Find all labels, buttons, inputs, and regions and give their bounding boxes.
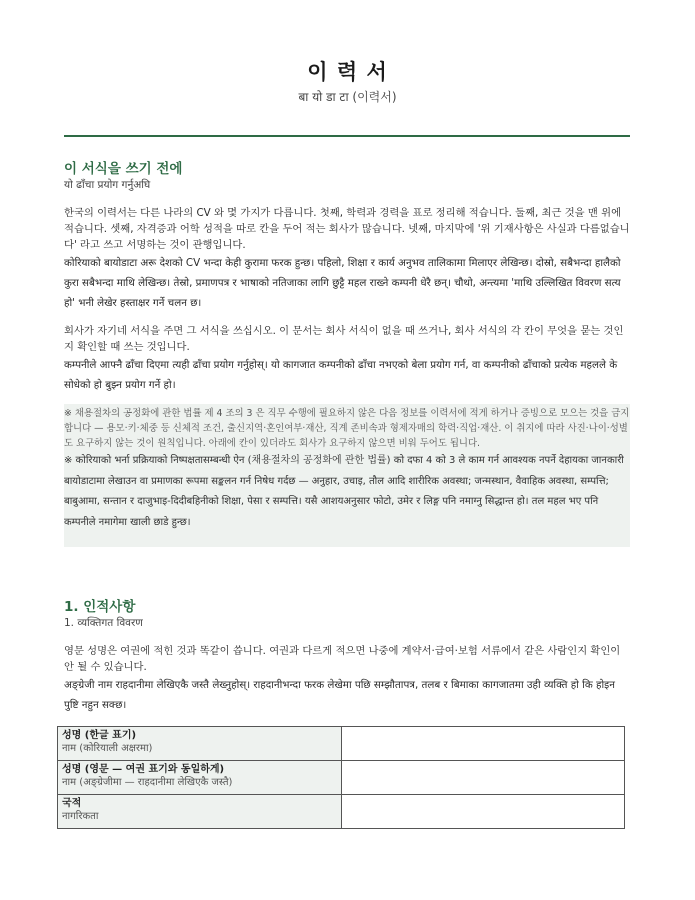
page-subtitle: बा यो डा टा (이력서)	[298, 90, 397, 104]
nationality-label-ne: नागरिकता	[62, 811, 99, 822]
table-row	[58, 795, 625, 829]
name-korean-label	[58, 727, 342, 761]
name-english-label-ne: नाम (अङ्ग्रेजीमा — राहदानीमा लेखिएकै जस्तै)	[62, 777, 233, 788]
personal-info-table	[57, 726, 625, 829]
section-1-heading: 1. 인적사항	[64, 599, 136, 615]
table-row	[58, 727, 625, 761]
name-korean-field[interactable]	[342, 727, 625, 761]
page-title: 이 력 서	[307, 60, 388, 84]
name-english-label	[58, 761, 342, 795]
intro-paragraph-1-nepali: कोरियाको बायोडाटा अरू देशको CV भन्दा केही कुरामा फरक हुन्छ। पहिलो, शिक्षा र कार्य अनुभव तालिकामा मिलाएर लेखिन्छ। दोस्रो, सबैभन्दा हालैको कुरा सबैभन्दा माथि लेखिन्छ। तेस्रो, प्रमाणपत्र र भाषाको नतिजाका लागि छुट्टै महल राख्ने कम्पनी धेरै छन्। चौथो, अन्त्यमा 'माथि उल्लिखित विवरण सत्य हो' भनी लेखेर हस्ताक्षर गर्ने चलन छ।	[64, 257, 621, 309]
intro-heading: 이 서식을 쓰기 전에	[64, 161, 183, 177]
name-english-field[interactable]	[342, 761, 625, 795]
table-row	[58, 761, 625, 795]
intro-paragraph-1	[64, 205, 630, 313]
title-divider	[64, 135, 630, 137]
name-korean-label-ne: नाम (कोरियाली अक्षरमा)	[62, 743, 153, 754]
legal-notice-korean: ※ 채용절차의 공정화에 관한 법률 제 4 조의 3 은 직무 수행에 필요하지 않은 다음 정보를 이력서에 적게 하거나 증빙으로 모으는 것을 금지합니다 — 용모·키·체중 등 신체적 조건, 출신지역·혼인여부·재산, 직계 존비속과 형제자매의 학력·직업·재산. 이 취지에 따라 사진·나이·성별도 요구하지 않는 것이 원칙입니다. 아래에 칸이 있더라도 회사가 요구하지 않으면 비워 두어도 됩니다.	[64, 408, 630, 449]
section-1-paragraph-nepali: अङ्ग्रेजी नाम राहदानीमा लेखिएकै जस्तै लेख्नुहोस्। राहदानीभन्दा फरक लेखेमा पछि सम्झौतापत्र, तलब र बिमाका कागजातमा उही व्यक्ति हो कि होइन पुष्टि नहुन सक्छ।	[64, 679, 615, 711]
legal-notice-box	[64, 404, 630, 547]
intro-paragraph-2	[64, 323, 630, 395]
intro-paragraph-2-korean: 회사가 자기네 서식을 주면 그 서식을 쓰십시오. 이 문서는 회사 서식이 없을 때 쓰거나, 회사 서식의 각 칸이 무엇을 묻는 것인지 확인할 때 쓰는 것입니다.	[64, 325, 624, 353]
nationality-field[interactable]	[342, 795, 625, 829]
name-english-label-ko: 성명 (영문 — 여권 표기와 동일하게)	[62, 764, 225, 775]
section-1-paragraph-korean: 영문 성명은 여권에 적힌 것과 똑같이 씁니다. 여권과 다르게 적으면 나중에 계약서·급여·보험 서류에서 같은 사람인지 확인이 안 될 수 있습니다.	[64, 645, 621, 673]
nationality-label	[58, 795, 342, 829]
section-1-paragraph	[64, 643, 630, 715]
intro-paragraph-1-korean: 한국의 이력서는 다른 나라의 CV 와 몇 가지가 다릅니다. 첫째, 학력과 경력을 표로 정리해 적습니다. 둘째, 최근 것을 맨 위에 적습니다. 셋째, 자격증과 어학 성적을 따로 칸을 두어 적는 회사가 많습니다. 넷째, 마지막에 '위 기재사항은 사실과 다름없습니다' 라고 쓰고 서명하는 것이 관행입니다.	[64, 207, 630, 251]
legal-notice-nepali: ※ कोरियाको भर्ना प्रक्रियाको निष्पक्षतासम्बन्धी ऐन (채용절차의 공정화에 관한 법률) को दफा 4 को 3 ले काम गर्न आवश्यक नपर्ने देहायका जानकारी बायोडाटामा लेखाउन वा प्रमाणका रूपमा सङ्कलन गर्न निषेध गर्दछ — अनुहार, उचाइ, तौल आदि शारीरिक अवस्था; जन्मस्थान, वैवाहिक अवस्था, सम्पत्ति; बाबुआमा, सन्तान र दाजुभाइ-दिदीबहिनीको शिक्षा, पेसा र सम्पत्ति। यसै आशयअनुसार फोटो, उमेर र लिङ्ग पनि नमाग्नु सिद्धान्त हो। तल महल भए पनि कम्पनीले नमागेमा खाली छाडे हुन्छ।	[64, 455, 624, 528]
name-korean-label-ko: 성명 (한글 표기)	[62, 730, 137, 741]
nationality-label-ko: 국적	[62, 798, 82, 809]
section-1-heading-nepali: 1. व्यक्तिगत विवरण	[64, 617, 143, 629]
intro-paragraph-2-nepali: कम्पनीले आफ्नै ढाँचा दिएमा त्यही ढाँचा प्रयोग गर्नुहोस्। यो कागजात कम्पनीको ढाँचा नभएको बेला प्रयोग गर्न, वा कम्पनीको ढाँचाको प्रत्येक महलले के सोधेको हो बुझ्न प्रयोग गर्ने हो।	[64, 359, 618, 391]
intro-heading-nepali: यो ढाँचा प्रयोग गर्नुअघि	[64, 179, 151, 191]
